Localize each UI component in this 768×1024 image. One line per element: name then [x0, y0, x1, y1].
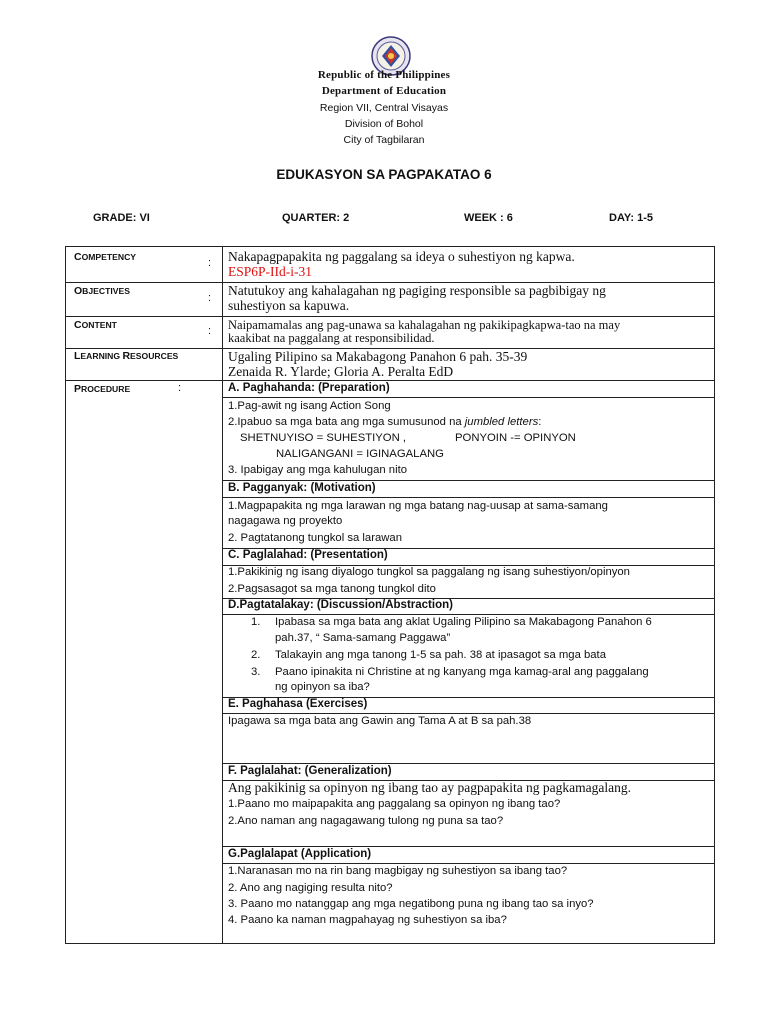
region-line: Region VII, Central Visayas — [319, 102, 449, 114]
row-divider — [66, 316, 714, 317]
section-b-line-1: 1.Magpapakita ng mga larawan ng mga batang nag-uusap at sama-samang — [228, 500, 608, 512]
section-e-heading: E. Paghahasa (Exercises) — [228, 698, 368, 710]
document-title: EDUKASYON SA PAGPAKATAO 6 — [276, 167, 492, 182]
section-d-item-1a: Ipabasa sa mga bata ang aklat Ugaling Pilipino sa Makabagong Panahon 6 — [275, 616, 652, 628]
content-label: CONTENT — [74, 319, 117, 331]
objectives-colon: : — [208, 292, 212, 304]
section-a-line-2: 2.Ipabuo sa mga bata ang mga sumusunod na jumbled letters: — [228, 416, 542, 428]
section-b-line-2: nagagawa ng proyekto — [228, 515, 343, 527]
section-divider — [222, 863, 714, 864]
section-a-line-5: 3. Ipabigay ang mga kahulugan nito — [228, 464, 408, 476]
competency-text: Nakapagpapakita ng paggalang sa ideya o suhestiyon ng kapwa. — [228, 249, 575, 264]
section-a-line-1: 1.Pag-awit ng isang Action Song — [228, 400, 391, 412]
section-divider — [222, 846, 714, 847]
objectives-line-2: suhestiyon sa kapuwa. — [228, 298, 350, 313]
competency-code: ESP6P-IId-i-31 — [228, 264, 312, 279]
section-d-item-2: Talakayin ang mga tanong 1-5 sa pah. 38 at ipasagot sa mga bata — [275, 649, 606, 661]
resources-line-1: Ugaling Pilipino sa Makabagong Panahon 6 pah. 35-39 — [228, 349, 528, 364]
procedure-colon: : — [178, 382, 182, 394]
section-divider — [222, 614, 714, 615]
objectives-cell — [228, 283, 708, 313]
republic-line: Republic of the Philippines — [317, 69, 451, 81]
section-f-line-2: 1.Paano mo maipapakita ang paggalang sa opinyon ng ibang tao? — [228, 798, 561, 810]
procedure-label: PROCEDURE — [74, 383, 131, 395]
section-d-item-3a: Paano ipinakita ni Christine at ng kanyang mga kamag-aral ang paggalang — [275, 666, 649, 678]
section-g-line-4: 4. Paano ka naman magpahayag ng suhestiyon sa iba? — [228, 914, 507, 926]
section-divider — [222, 763, 714, 764]
section-divider — [222, 397, 714, 398]
section-d-number-2: 2. — [251, 649, 261, 661]
week-label: WEEK : 6 — [464, 212, 513, 224]
section-divider — [222, 497, 714, 498]
content-line-2: kaakibat na paggalang at responsibilidad. — [228, 330, 435, 345]
resources-label: LEARNING RESOURCES — [74, 350, 179, 362]
section-e-line-1: Ipagawa sa mga bata ang Gawin ang Tama A at B sa pah.38 — [228, 715, 532, 727]
section-c-heading: C. Paglalahad: (Presentation) — [228, 549, 388, 561]
section-a-line-3a: SHETNUYISO = SUHESTIYON , — [240, 432, 407, 444]
section-a-line-4: NALIGANGANI = IGINAGALANG — [276, 448, 444, 460]
competency-colon: : — [208, 257, 212, 269]
section-g-line-1: 1.Naranasan mo na rin bang magbigay ng suhestiyon sa ibang tao? — [228, 865, 568, 877]
section-d-number-1: 1. — [251, 616, 261, 628]
day-label: DAY: 1-5 — [609, 212, 654, 224]
section-a-line-3b: PONYOIN -= OPINYON — [455, 432, 576, 444]
objectives-line-1: Natutukoy ang kahalagahan ng pagiging responsible sa pagbibigay ng — [228, 283, 606, 298]
section-c-line-1: 1.Pakikinig ng isang diyalogo tungkol sa paggalang ng isang suhestiyon/opinyon — [228, 566, 630, 578]
objectives-label: OBJECTIVES — [74, 285, 130, 297]
section-f-line-3: 2.Ano naman ang nagagawang tulong ng puna sa tao? — [228, 815, 504, 827]
section-d-heading: D.Pagtatalakay: (Discussion/Abstraction) — [228, 599, 453, 611]
section-divider — [222, 713, 714, 714]
division-line: Division of Bohol — [344, 118, 424, 130]
city-line: City of Tagbilaran — [343, 134, 425, 146]
section-divider — [222, 480, 714, 481]
section-f-heading: F. Paglalahat: (Generalization) — [228, 765, 392, 777]
section-d-number-3: 3. — [251, 666, 261, 678]
section-d-item-3b: ng opinyon sa iba? — [275, 681, 370, 693]
department-line: Department of Education — [321, 85, 447, 97]
lesson-table — [65, 246, 715, 944]
section-a-heading: A. Paghahanda: (Preparation) — [228, 382, 390, 394]
section-b-heading: B. Pagganyak: (Motivation) — [228, 482, 376, 494]
section-b-line-3: 2. Pagtatanong tungkol sa larawan — [228, 532, 402, 544]
competency-cell — [228, 249, 708, 279]
quarter-label: QUARTER: 2 — [282, 212, 350, 224]
section-f-line-1: Ang pakikinig sa opinyon ng ibang tao ay pagpapakita ng pagkamagalang. — [228, 780, 632, 795]
column-divider — [222, 247, 223, 944]
section-g-heading: G.Paglalapat (Application) — [228, 848, 372, 860]
section-c-line-2: 2.Pagsasagot sa mga tanong tungkol dito — [228, 583, 436, 595]
grade-label: GRADE: VI — [93, 212, 150, 224]
section-g-line-2: 2. Ano ang nagiging resulta nito? — [228, 882, 393, 894]
row-divider — [66, 380, 714, 381]
resources-cell — [228, 349, 708, 379]
content-cell — [228, 319, 708, 344]
content-line-1: Naipamamalas ang pag-unawa sa kahalagahan ng pakikipagkapwa-tao na may — [228, 318, 621, 332]
competency-label: COMPETENCY — [74, 251, 137, 263]
content-colon: : — [208, 325, 212, 337]
resources-line-2: Zenaida R. Ylarde; Gloria A. Peralta EdD — [228, 364, 454, 379]
section-g-line-3: 3. Paano mo natanggap ang mga negatibong puna ng ibang tao sa inyo? — [228, 898, 594, 910]
section-d-item-1b: pah.37, “ Sama-samang Paggawa” — [275, 632, 451, 644]
